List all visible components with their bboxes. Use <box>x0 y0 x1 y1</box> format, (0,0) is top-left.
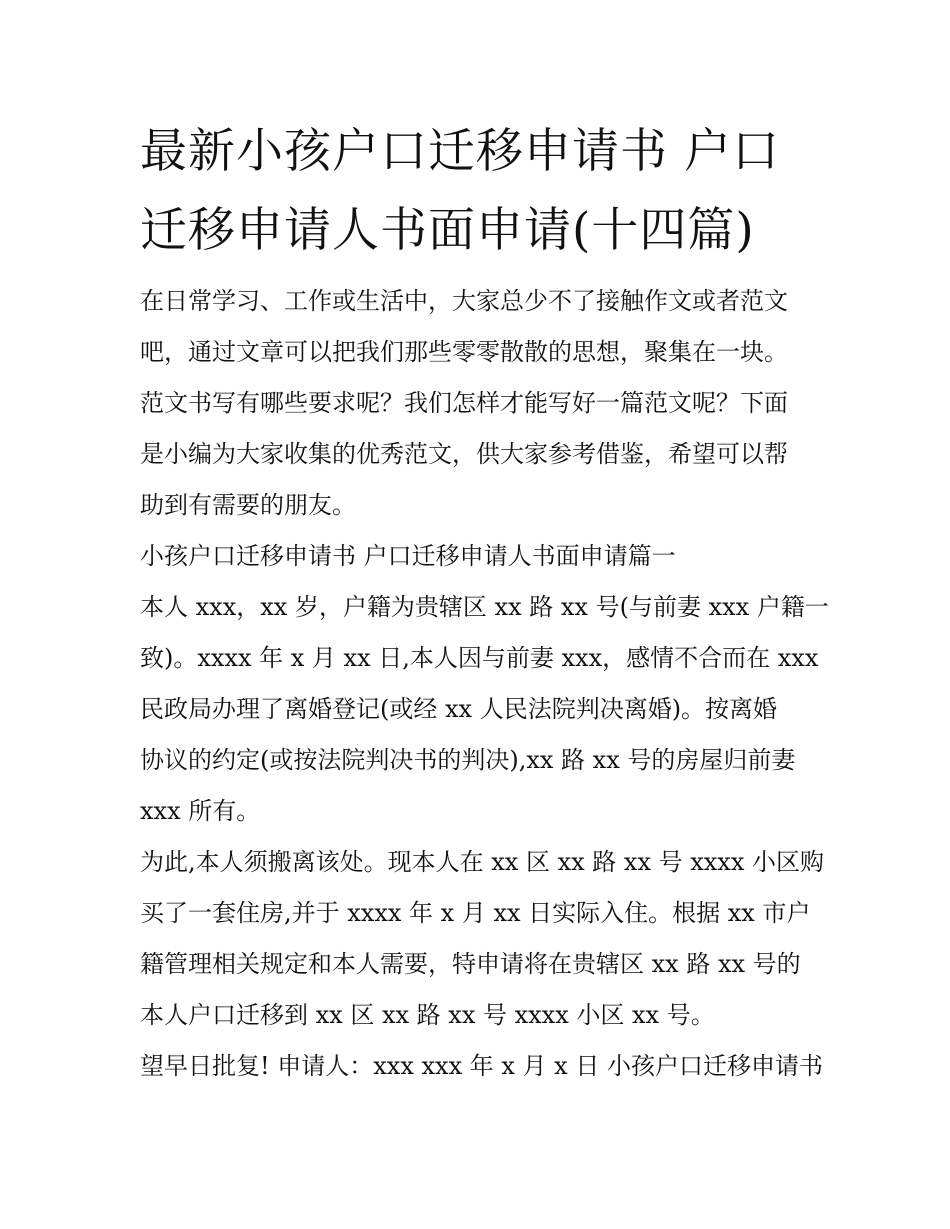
text-line: 在日常学习、工作或生活中，大家总少不了接触作文或者范文 <box>140 287 788 315</box>
text-line: 本人户口迁移到 xx 区 xx 路 xx 号 xxxx 小区 xx 号。 <box>140 1001 715 1029</box>
text-line: 小孩户口迁移申请书 户口迁移申请人书面申请篇一 <box>140 542 676 570</box>
intro-paragraph <box>140 276 812 531</box>
text-line: 本人 xxx，xx 岁，户籍为贵辖区 xx 路 xx 号(与前妻 xxx 户籍一 <box>140 593 829 621</box>
document-page <box>140 112 829 1092</box>
document-title <box>140 112 812 270</box>
text-line: 为此,本人须搬离该处。现本人在 xx 区 xx 路 xx 号 xxxx 小区购 <box>140 848 825 876</box>
body-paragraph-2 <box>140 837 825 1041</box>
text-line: xxx 所有。 <box>140 797 261 825</box>
text-line: 助到有需要的朋友。 <box>140 491 356 519</box>
body-paragraph-3 <box>140 1041 823 1092</box>
text-line: 范文书写有哪些要求呢？我们怎样才能写好一篇范文呢？下面 <box>140 389 788 417</box>
title-line: 最新小孩户口迁移申请书 户口 <box>140 124 780 179</box>
body-paragraph-1 <box>140 582 829 837</box>
text-line: 望早日批复! 申请人：xxx xxx 年 x 月 x 日 小孩户口迁移申请书 <box>140 1052 823 1080</box>
text-line: 籍管理相关规定和本人需要，特申请将在贵辖区 xx 路 xx 号的 <box>140 950 801 978</box>
text-line: 民政局办理了离婚登记(或经 xx 人民法院判决离婚)。按离婚 <box>140 695 778 723</box>
text-line: 买了一套住房,并于 xxxx 年 x 月 xx 日实际入住。根据 xx 市户 <box>140 899 811 927</box>
text-line: 协议的约定(或按法院判决书的判决),xx 路 xx 号的房屋归前妻 <box>140 746 796 774</box>
text-line: 致)。xxxx 年 x 月 xx 日,本人因与前妻 xxx，感情不合而在 xxx <box>140 644 819 672</box>
text-line: 是小编为大家收集的优秀范文，供大家参考借鉴，希望可以帮 <box>140 440 788 468</box>
title-line: 迁移申请人书面申请(十四篇) <box>140 203 755 258</box>
text-line: 吧，通过文章可以把我们那些零零散散的思想，聚集在一块。 <box>140 338 788 366</box>
section-heading <box>140 531 812 582</box>
